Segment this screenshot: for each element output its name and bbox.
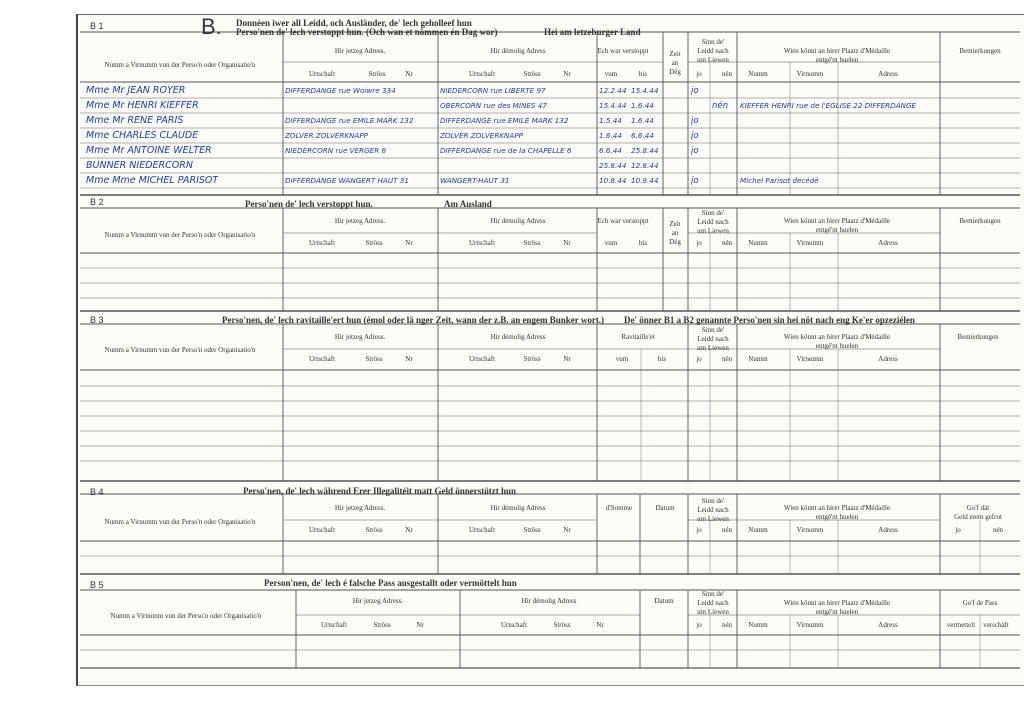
col-alive-header-2: Leidd nach [697, 335, 729, 343]
col-medal-header-2: entgé'nt huelen [815, 513, 859, 521]
sub-medal-name: Numm [748, 526, 768, 534]
col-alive-header-2: Leidd nach [697, 218, 729, 226]
entry-name: Mme CHARLES CLAUDE [86, 131, 199, 141]
entry-to: 25.8.44 [631, 146, 659, 155]
col-hidden-header: Ech war verstoppt [597, 47, 649, 55]
col-supplied-header: Ravitaille'et [621, 333, 655, 341]
sub-medal-name: Numm [748, 355, 768, 363]
sub-locality: Urtschaft [468, 70, 496, 78]
sub-nr: Nr [405, 355, 413, 363]
sub-from: vum [604, 239, 618, 247]
sub-to: bis [657, 355, 667, 363]
col-medal-header-2: entgé'nt huelen [815, 226, 859, 234]
col-remarks-header: Bemierkungen [959, 47, 1001, 55]
col-money-returned-header: Go'f dät [966, 504, 990, 512]
sub-street: Ströss [523, 239, 541, 247]
col-time-header-2: an [671, 229, 679, 237]
sub-nr: Nr [405, 70, 413, 78]
col-alive-header: Sinn de' [701, 326, 725, 334]
sub-street: Ströss [553, 621, 571, 629]
section-code: B 5 [90, 580, 104, 590]
sub-pass-mediated: verschäft [983, 621, 1009, 629]
sub-nr: Nr [405, 526, 413, 534]
sub-nr: Nr [563, 70, 571, 78]
sub-medal-address: Adress [878, 621, 898, 629]
sub-medal-address: Adress [878, 70, 898, 78]
section-letter: B. [201, 14, 222, 39]
sub-yes: jo [955, 526, 961, 534]
col-alive-header: Sinn de' [701, 209, 725, 217]
sub-yes: jo [696, 526, 702, 534]
sub-street: Ströss [365, 239, 383, 247]
sub-yes: jo [696, 239, 702, 247]
entry-name: Mme Mr JEAN ROYER [86, 86, 186, 96]
sub-street: Ströss [523, 355, 541, 363]
entry-from: 6.6.44 [599, 146, 622, 155]
col-alive-header-2: Leidd nach [697, 599, 729, 607]
section-code: B 2 [90, 197, 104, 207]
entry-sinn: jo [691, 146, 699, 156]
entry-sinn: jo [691, 176, 699, 186]
sub-no: nén [721, 621, 733, 629]
entry-current: NIEDERCORN rue VERGER 6 [285, 146, 387, 155]
entry-name: BUNNER NIEDERCORN [86, 161, 193, 171]
sub-medal-first: Virnumm [796, 239, 824, 247]
entry-former: DIFFERDANGE rue de la CHAPELLE 6 [440, 146, 572, 155]
sub-locality: Urtschaft [468, 239, 496, 247]
section-code: B 4 [90, 487, 104, 497]
col-time-header-2: an [671, 59, 679, 67]
sub-yes: jo [696, 70, 702, 78]
col-time-header: Zeit [669, 220, 681, 228]
sub-no: nén [992, 526, 1004, 534]
col-money-returned-header-2: Geld erem gefrot [954, 513, 1002, 521]
col-former-address-header: Hir démolig Adress [490, 333, 546, 341]
sub-medal-first: Virnumm [796, 526, 824, 534]
sub-locality: Urtschaft [500, 621, 528, 629]
col-medal-header-2: entgé'nt huelen [815, 342, 859, 350]
entry-former: NIEDERCORN rue LIBERTE 97 [440, 86, 546, 95]
col-alive-header-3: um Liewen [697, 608, 729, 616]
sub-locality: Urtschaft [308, 70, 336, 78]
col-medal-header-2: entgé'nt huelen [815, 608, 859, 616]
section-code: B 3 [90, 315, 104, 325]
col-name-header: Numm a Virnumm vun der Perso'n oder Organisatio'n [104, 518, 256, 526]
col-former-address-header: Hir démolig Adress [521, 597, 577, 605]
col-remarks-header: Bemierkungen [959, 217, 1001, 225]
col-remarks-header: Bemierkungen [957, 333, 999, 341]
sub-street: Ströss [523, 70, 541, 78]
entry-current: DIFFERDANGE rue EMILE MARK 132 [285, 116, 414, 125]
col-name-header: Numm a Virnumm vun der Perso'n oder Organisatio'n [110, 612, 262, 620]
sub-nr: Nr [563, 526, 571, 534]
entry-former: WANGERT-HAUT 31 [440, 176, 510, 185]
col-medal-header: Wien könnt an hirer Plaatz d'Médaille [783, 504, 891, 512]
sub-nr: Nr [563, 239, 571, 247]
col-former-address-header: Hir démolig Adress [490, 504, 546, 512]
entry-to: 15.4.44 [631, 86, 659, 95]
sub-medal-address: Adress [878, 526, 898, 534]
sub-nr: Nr [405, 239, 413, 247]
entry-to: 1.6.44 [631, 101, 654, 110]
sub-to: bis [638, 70, 648, 78]
col-name-header: Numm a Virnumm vun der Perso'n oder Organisatio'n [104, 61, 256, 69]
entry-current: ZOLVER ZOLVERKNAPP [285, 131, 368, 140]
entry-current: DIFFERDANGE WANGERT HAUT 31 [285, 176, 409, 185]
sub-medal-first: Virnumm [796, 621, 824, 629]
col-current-address-header: Hir jetzeg Adress. [334, 217, 386, 225]
entry-former: DIFFERDANGE rue EMILE MARK 132 [440, 116, 569, 125]
sub-street: Ströss [368, 70, 386, 78]
entry-sinn: jo [691, 116, 699, 126]
col-medal-header-2: entgé'nt huelen [815, 56, 859, 64]
sub-locality: Urtschaft [468, 355, 496, 363]
section-title-line2: Perso'nen de' lech verstoppt hun. (Och wan et nömmen én Dag wor) [236, 27, 498, 37]
col-current-address-header: Hir jetzeg Adress. [352, 597, 404, 605]
entry-to: 10.9.44 [631, 176, 659, 185]
sub-nr: Nr [416, 621, 424, 629]
col-date-header: Datum [655, 504, 675, 512]
entry-from: 1.5.44 [599, 116, 622, 125]
sub-yes: jo [696, 355, 702, 363]
entry-from: 12.2.44 [599, 86, 627, 95]
sub-medal-address: Adress [878, 355, 898, 363]
col-alive-header: Sinn de' [701, 590, 725, 598]
col-alive-header-3: um Liewen [697, 515, 729, 523]
entry-name: Mme Mr ANTOINE WELTER [86, 146, 212, 156]
sub-medal-name: Numm [748, 621, 768, 629]
sub-to: bis [638, 239, 648, 247]
sub-yes: jo [696, 621, 702, 629]
col-alive-header: Sinn de' [701, 497, 725, 505]
entry-from: 10.8.44 [599, 176, 627, 185]
sub-medal-first: Virnumm [796, 70, 824, 78]
col-alive-header-2: Leidd nach [697, 506, 729, 514]
col-name-header: Numm a Virnumm vun der Perso'n oder Organisatio'n [104, 346, 256, 354]
col-time-header-3: Dég [669, 238, 681, 246]
sub-locality: Urtschaft [308, 526, 336, 534]
sub-medal-name: Numm [748, 70, 768, 78]
entry-medal: Michel Parisot decédé [740, 176, 819, 185]
entry-sinn: jo [691, 86, 699, 96]
sub-street: Ströss [373, 621, 391, 629]
entry-from: 25.8.44 [599, 161, 627, 170]
entry-sinn: jo [691, 131, 699, 141]
sub-pass-issued: vermettelt [946, 621, 976, 629]
section-title-right: Am Ausland [444, 199, 492, 209]
entry-from: 15.4.44 [599, 101, 627, 110]
col-medal-header: Wien könnt an hirer Plaatz d'Médaille [783, 333, 891, 341]
col-date-header: Datum [654, 597, 674, 605]
sub-street: Ströss [523, 526, 541, 534]
entry-to: 6.6.44 [631, 131, 654, 140]
entry-name: Mme Mr RENE PARIS [86, 116, 184, 126]
sub-from: vum [604, 70, 618, 78]
col-medal-header: Wien könnt an hirer Plaatz d'Médaille [783, 599, 891, 607]
entry-former: ZOLVER ZOLVERKNAPP [440, 131, 523, 140]
sub-from: vum [615, 355, 629, 363]
sub-nr: Nr [563, 355, 571, 363]
entry-name: Mme Mr HENRI KIEFFER [86, 101, 199, 111]
section-title-right: Hei am letzeburger Land [544, 27, 641, 37]
sub-locality: Urtschaft [308, 355, 336, 363]
section-title: Perso'nen, de' lech ravitaille'ert hun (émol oder lä nger Zeit, wann der z.B. an engem Bunker wort.) [222, 315, 605, 325]
sub-street: Ströss [365, 355, 383, 363]
col-former-address-header: Hir démolig Adress [490, 47, 546, 55]
section-title-right: De' önner B1 a B2 genannte Perso'nen sin hei nöt nach eng Ke'er opzeziélen [624, 315, 915, 325]
col-time-header: Zeit [669, 50, 681, 58]
col-alive-header-2: Leidd nach [697, 47, 729, 55]
col-hidden-header: Ech war verstoppt [597, 217, 649, 225]
sub-no: nén [721, 239, 733, 247]
entry-to: 12.8.44 [631, 161, 659, 170]
sub-no: nén [721, 70, 733, 78]
col-time-header-3: Dég [669, 68, 681, 76]
sub-nr: Nr [596, 621, 604, 629]
entry-medal: KIEFFER HENRI rue de l'EGLISE 22 DIFFERDANGE [740, 101, 917, 110]
sub-medal-first: Virnumm [796, 355, 824, 363]
sub-locality: Urtschaft [468, 526, 496, 534]
sub-locality: Urtschaft [320, 621, 348, 629]
entry-to: 1.6.44 [631, 116, 654, 125]
sub-no: nén [721, 355, 733, 363]
sub-locality: Urtschaft [308, 239, 336, 247]
col-alive-header-3: um Liewen [697, 227, 729, 235]
col-alive-header-3: um Liewen [697, 56, 729, 64]
col-sum-header: d'Somme [605, 504, 633, 512]
section-title: Perso'nen, de' lech während Erer Illegalitéit matt Geld önnerstötzt hun [243, 486, 516, 496]
entry-name: Mme Mme MICHEL PARISOT [86, 176, 219, 186]
entry-current: DIFFERDANGE rue Woiwre 334 [285, 86, 396, 95]
entry-sinn: nén [712, 101, 729, 111]
section-code: B 1 [90, 21, 104, 31]
col-name-header: Numm a Virnumm vun der Perso'n oder Organisatio'n [104, 231, 256, 239]
section-title-line1: Donnéen iwer all Leidd, och Ausländer, de' lech geholleef hun [236, 18, 472, 28]
sub-no: nén [721, 526, 733, 534]
col-current-address-header: Hir jetzeg Adress. [334, 504, 386, 512]
col-current-address-header: Hir jetzeg Adress. [334, 47, 386, 55]
sub-medal-name: Numm [748, 239, 768, 247]
col-alive-header-3: um Liewen [697, 344, 729, 352]
entry-from: 1.6.44 [599, 131, 622, 140]
section-title: Person'nen, de' lech é falsche Pass ausgestallt oder vermöttelt hun [264, 578, 517, 588]
col-alive-header: Sinn de' [701, 38, 725, 46]
section-title: Perso'nen de' lech verstoppt hun. [245, 199, 373, 209]
col-medal-header: Wien könnt an hirer Plaatz d'Médaille [783, 217, 891, 225]
sub-medal-address: Adress [878, 239, 898, 247]
col-medal-header: Wien könnt an hirer Plaatz d'Médaille [783, 47, 891, 55]
col-pass-header: Go'f de Pass [962, 599, 998, 607]
sub-street: Ströss [365, 526, 383, 534]
col-former-address-header: Hir démolig Adress [490, 217, 546, 225]
col-current-address-header: Hir jetzeg Adress. [334, 333, 386, 341]
entry-former: OBERCORN rue des MINES 47 [440, 101, 547, 110]
